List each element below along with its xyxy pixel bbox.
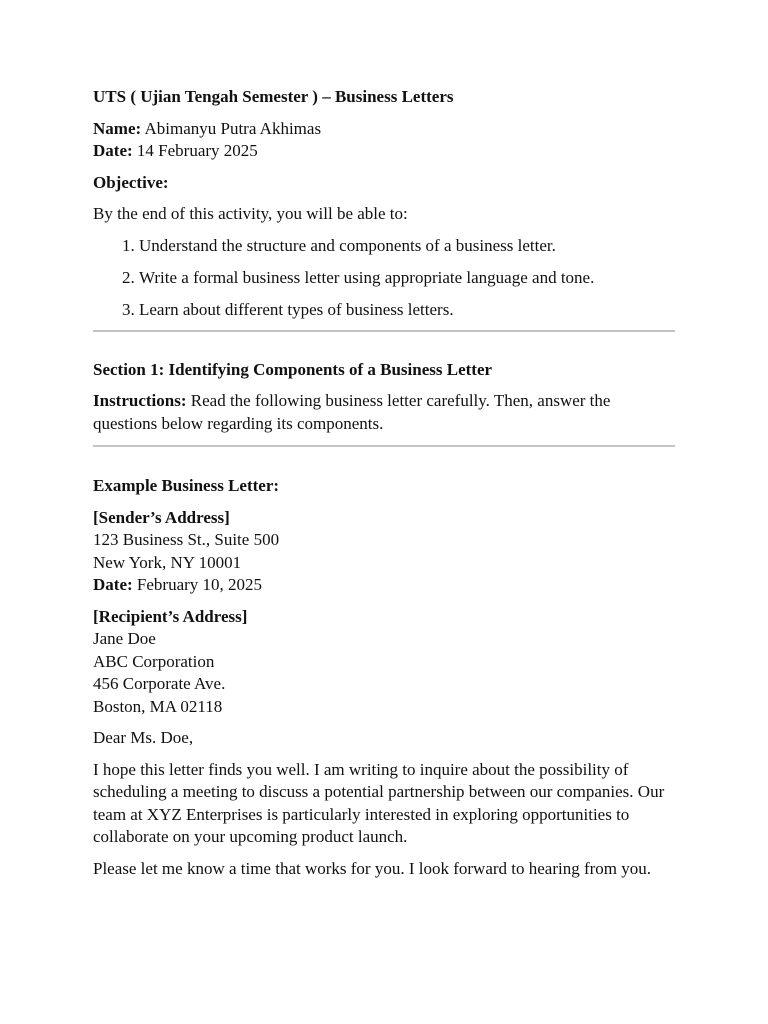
name-label: Name: [93, 118, 142, 138]
sender-heading: [Sender’s Address] [93, 507, 230, 527]
divider [93, 330, 675, 332]
instructions-text: Read the following business letter carefully. Then, answer the questions below regarding its components. [93, 391, 611, 433]
letter-paragraph: I hope this letter finds you well. I am writing to inquire about the possibility of scheduling a meeting to discuss a potential partnership between our companies. Our team at XYZ Enterprises is particularly interested in exploring opportunities to collaborate on your upcoming product launch. [93, 759, 665, 846]
recipient-line: Jane Doe [93, 629, 156, 648]
recipient-line: ABC Corporation [93, 651, 215, 671]
objective-heading: Objective: [93, 172, 169, 192]
letter-date-value: February 10, 2025 [132, 575, 263, 594]
objectives-list [93, 235, 675, 322]
letter-date-line [93, 574, 675, 597]
sender-line: New York, NY 10001 [93, 552, 242, 572]
date-label: Date: [93, 141, 133, 160]
instructions-label: Instructions: [93, 391, 187, 410]
name-value: Abimanyu Putra Akhimas [141, 118, 322, 138]
example-heading: Example Business Letter: [93, 476, 280, 495]
instructions [93, 390, 675, 435]
recipient-line: 456 Corporate Ave. [93, 674, 226, 693]
divider [93, 445, 675, 447]
letter-paragraph: Please let me know a time that works for you. I look forward to hearing from you. [93, 858, 652, 878]
name-line [93, 118, 675, 141]
document-page [93, 86, 675, 889]
objective-intro: By the end of this activity, you will be able to: [93, 204, 408, 223]
sender-line: 123 Business St., Suite 500 [93, 530, 280, 549]
list-item: 1. Understand the structure and components of a business letter. [139, 235, 675, 258]
date-value: 14 February 2025 [132, 141, 258, 160]
student-info [93, 118, 675, 163]
sender-address [93, 507, 675, 597]
document-title: UTS ( Ujian Tengah Semester ) – Business Letters [93, 87, 454, 106]
salutation: Dear Ms. Doe, [93, 728, 194, 747]
date-line [93, 140, 675, 163]
recipient-address [93, 606, 675, 719]
section-1-title: Section 1: Identifying Components of a Business Letter [93, 359, 493, 379]
recipient-heading: [Recipient’s Address] [93, 606, 248, 626]
list-item: 2. Write a formal business letter using appropriate language and tone. [139, 267, 675, 290]
list-item: 3. Learn about different types of business letters. [139, 299, 675, 322]
recipient-line: Boston, MA 02118 [93, 696, 223, 716]
letter-date-label: Date: [93, 575, 133, 594]
